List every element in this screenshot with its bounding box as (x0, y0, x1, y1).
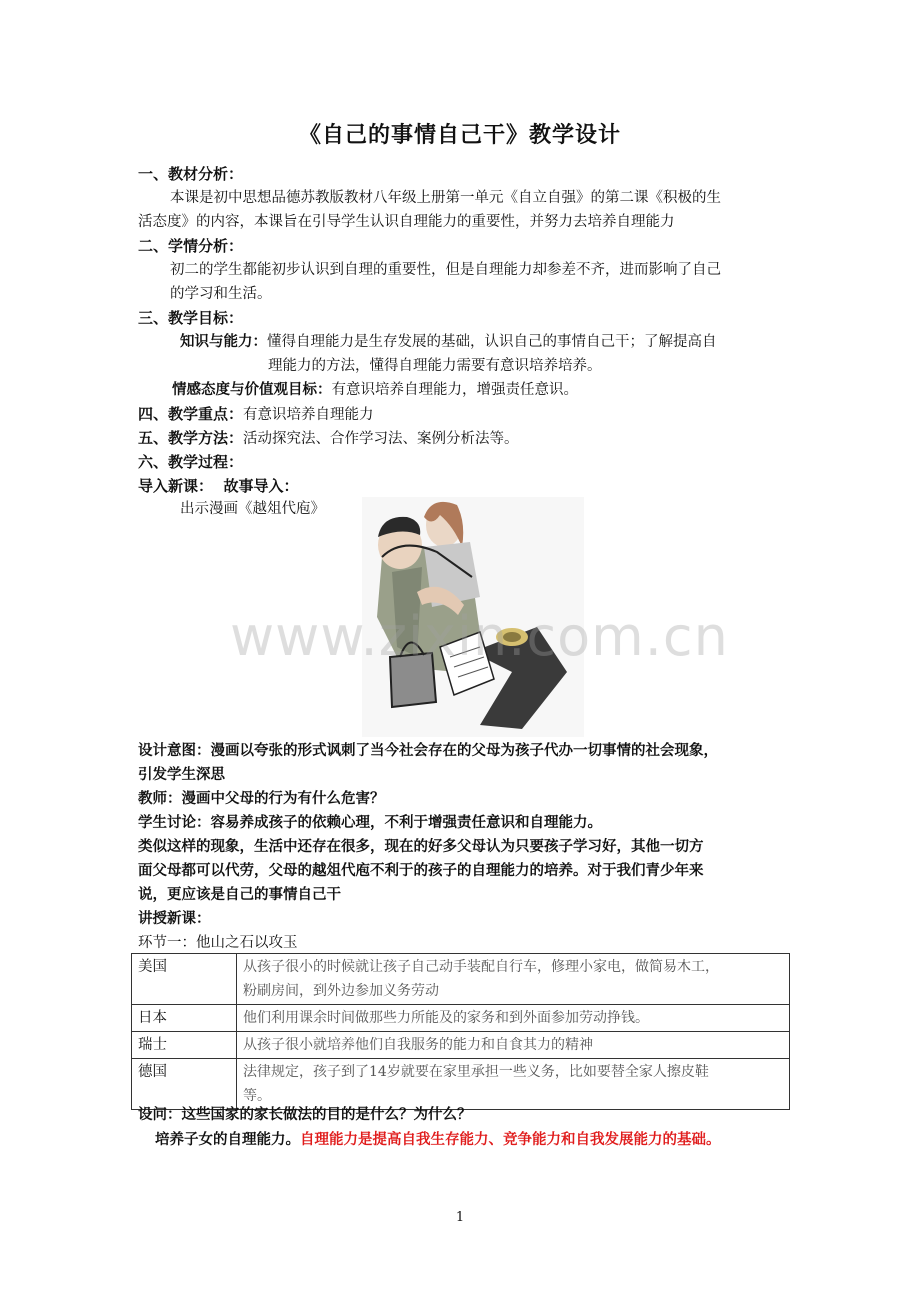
student-discussion: 学生讨论：容易养成孩子的依赖心理，不利于增强责任意识和自理能力。 (138, 815, 602, 831)
description-cell (237, 954, 790, 1005)
goal-knowledge-continued: 理能力的方法，懂得自理能力需要有意识培养培养。 (268, 358, 602, 374)
country-cell: 日本 (132, 1005, 237, 1032)
section-key-point (138, 402, 798, 427)
methods-text: 活动探究法、合作学习法、案例分析法等。 (243, 431, 519, 447)
country-cell: 美国 (132, 954, 237, 1005)
section-heading-process: 六、教学过程： (138, 453, 244, 471)
section-heading-students: 二、学情分析： (138, 237, 244, 255)
paragraph-students-line1: 初二的学生都能初步认识到自理的重要性，但是自理能力却参差不齐，进而影响了自己 (170, 262, 721, 278)
table-row (132, 1059, 790, 1110)
paragraph-textbook-line1: 本课是初中思想品德苏教版教材八年级上册第一单元《自立自强》的第二课《积极的生 (170, 190, 721, 206)
goal-knowledge (180, 330, 840, 354)
table-row (132, 1005, 790, 1032)
similar-line1: 类似这样的现象，生活中还存在很多，现在的好多父母认为只要孩子学习好，其他一切方 (138, 839, 704, 855)
key-point-text: 有意识培养自理能力 (243, 407, 374, 423)
goal-knowledge-text: 懂得自理能力是生存发展的基础，认识自己的事情自己干；了解提高自 (267, 334, 717, 350)
answer-line (155, 1128, 815, 1152)
goal-attitude-label: 情感态度与价值观目标： (172, 382, 332, 398)
design-intent-line2: 引发学生深思 (138, 767, 225, 783)
similar-line3: 说，更应该是自己的事情自己干 (138, 887, 341, 903)
description-line: 粉刷房间，到外边参加义务劳动 (243, 983, 439, 999)
question-line: 设问：这些国家的家长做法的目的是什么？为什么？ (138, 1107, 472, 1123)
goal-knowledge-label: 知识与能力： (180, 334, 267, 350)
paragraph-students-line2: 的学习和生活。 (170, 286, 272, 302)
section-heading-methods: 五、教学方法： (138, 429, 244, 447)
section-methods (138, 426, 798, 451)
page-title: 《自己的事情自己干》教学设计 (298, 123, 621, 148)
section-heading-textbook: 一、教材分析： (138, 165, 244, 183)
description-cell: 他们利用课余时间做那些力所能及的家务和到外面参加劳动挣钱。 (237, 1005, 790, 1032)
teacher-question: 教师：漫画中父母的行为有什么危害？ (138, 791, 385, 807)
country-cell: 瑞士 (132, 1032, 237, 1059)
description-cell (237, 1059, 790, 1110)
section-heading-key-point: 四、教学重点： (138, 405, 244, 423)
table-row (132, 954, 790, 1005)
goal-attitude-text: 有意识培养自理能力，增强责任意识。 (331, 382, 578, 398)
page-number: 1 (455, 1210, 465, 1225)
watermark-text: www.zixin.com.cn (230, 605, 729, 668)
table-row (132, 1032, 790, 1059)
description-line: 从孩子很小的时候就让孩子自己动手装配自行车，修理小家电，做简易木工， (243, 959, 719, 975)
design-intent-line1: 设计意图：漫画以夸张的形式讽刺了当今社会存在的父母为孩子代办一切事情的社会现象， (138, 743, 718, 759)
similar-line2: 面父母都可以代劳，父母的越俎代庖不利于的孩子的自理能力的培养。对于我们青少年来 (138, 863, 704, 879)
goal-attitude (172, 378, 832, 402)
section-heading-goals: 三、教学目标： (138, 309, 244, 327)
comic-caption: 出示漫画《越俎代庖》 (180, 501, 325, 517)
countries-table (131, 953, 790, 1110)
paragraph-textbook-line2: 活态度》的内容，本课旨在引导学生认识自理能力的重要性，并努力去培养自理能力 (138, 214, 675, 230)
country-cell: 德国 (132, 1059, 237, 1110)
description-line: 法律规定，孩子到了14岁就要在家里承担一些义务，比如要替全家人擦皮鞋 (243, 1064, 709, 1080)
lecture-heading: 讲授新课： (138, 911, 211, 927)
answer-red-text: 自理能力是提高自我生存能力、竞争能力和自我发展能力的基础。 (300, 1132, 721, 1148)
description-cell: 从孩子很小就培养他们自我服务的能力和自食其力的精神 (237, 1032, 790, 1059)
intro-heading: 导入新课： 故事导入： (138, 477, 299, 495)
answer-black-text: 培养子女的自理能力。 (155, 1132, 300, 1148)
link-one-heading: 环节一：他山之石以攻玉 (138, 935, 298, 951)
description-line: 等。 (243, 1088, 271, 1104)
